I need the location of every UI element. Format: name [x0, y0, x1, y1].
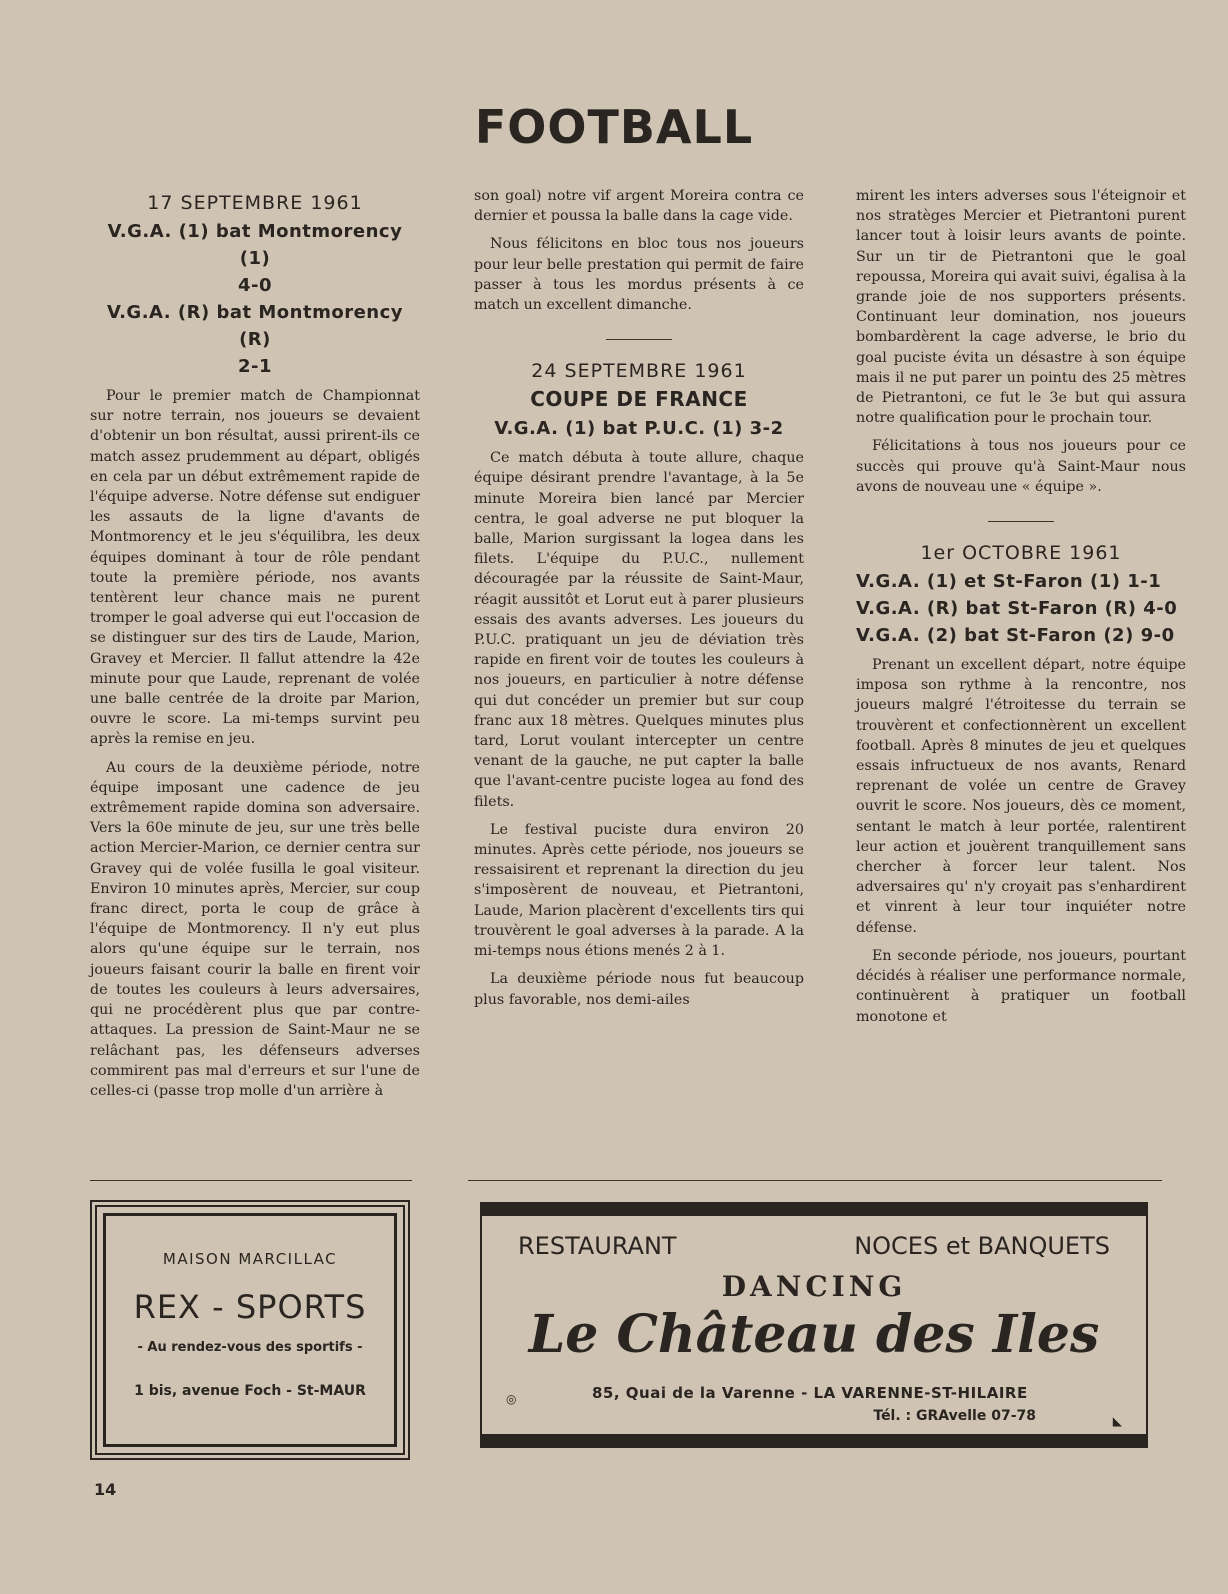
- ad-chateau-restaurant: RESTAURANT: [518, 1232, 677, 1260]
- ad-divider-left: [90, 1180, 412, 1181]
- article1-headline2: V.G.A. (R) bat Montmorency (R): [106, 302, 404, 350]
- article2-competition: COUPE DE FRANCE: [530, 387, 748, 412]
- article3-paragraph: Prenant un excellent départ, notre équipe imposa son rythme à la rencontre, nos joueurs malgré l'étroitesse du terrain se trouvèrent et confectionnèrent un excellent football. Après 8 minutes de jeu et quelques essais infructueux de nos avants, Renard reprenant de volée un centre de Gravey ouvrit le score. Nos joueurs, dès ce moment, sentant le match à leur portée, ralentirent leur action et jouèrent tranquillement sans chercher à forcer leur talent. Nos adversaires qu' n'y croyait pas s'enhardirent et vinrent à leur tour inquiéter notre défense.: [856, 657, 1186, 936]
- separator-rule: [988, 521, 1054, 522]
- article2-paragraph: Ce match débuta à toute allure, chaque équipe désirant prendre l'avantage, à la 5e minute Moreira bien lancé par Mercier centra, le goal adverse ne put bloquer la balle, Marion surgissant la logea dans les filets. L'équipe du P.U.C., nullement découragée par la réussite de Saint-Maur, réagit aussitôt et Lorut eut à parer plusieurs essais des avants adverses. Les joueurs du P.U.C. pratiquant un jeu de déviation très rapide en firent voir de toutes les couleurs à nos joueurs, en particulier à notre défense qui dut concéder un premier but sur coup franc aux 18 mètres. Quelques minutes plus tard, Lorut voulant intercepter un centre venant de la gauche, ne put capter la balle que l'avant-centre puciste logea au fond des filets.: [474, 450, 804, 810]
- ad-rex-line4: 1 bis, avenue Foch - St-MAUR: [134, 1383, 366, 1399]
- page-title: FOOTBALL: [474, 100, 754, 154]
- ad-rex-line1: MAISON MARCILLAC: [162, 1250, 338, 1268]
- article2-paragraph: Le festival puciste dura environ 20 minutes. Après cette période, nos joueurs se ressaisirent et reprenant la direction du jeu s'imposèrent de nouveau, et Pietrantoni, Laude, Marion placèrent d'excellents tirs qui trouvèrent le goal adverses à la parade. A la mi-temps nous étions menés 2 à 1.: [474, 821, 804, 960]
- article2-date: 24 SEPTEMBRE 1961: [531, 360, 747, 383]
- article1-paragraph: Au cours de la deuxième période, notre équipe imposant une cadence de jeu extrêmement rapide domina son adversaire. Vers la 60e minute de jeu, sur une très belle action Mercier-Marion, ce dernier centra sur Gravey qui de volée fusilla le goal visiteur. Environ 10 minutes après, Mercier, sur coup franc direct, porta le coup de grâce à l'équipe de Montmorency. Il n'y eut plus alors qu'une équipe sur le terrain, nos joueurs faisant courir la balle en firent voir de toutes les couleurs à leurs adversaires, qui ne procédèrent plus que par contre-attaques. La pression de Saint-Maur ne se relâchant pas, les défenseurs adverses commirent pas mal d'erreurs et sur l'une de celles-ci (passe trop molle d'un arrière à: [90, 759, 420, 1099]
- article3-result: V.G.A. (1) et St-Faron (1) 1-1: [856, 571, 1162, 593]
- ad-rex-inner-frame: [103, 1213, 397, 1447]
- article1-score2: 2-1: [237, 356, 273, 377]
- article3-date: 1er OCTOBRE 1961: [920, 542, 1122, 565]
- ad-chateau-des-iles: [480, 1202, 1148, 1448]
- column-1: [90, 186, 420, 1109]
- article3-result: V.G.A. (2) bat St-Faron (2) 9-0: [856, 625, 1175, 647]
- column-3: [856, 186, 1186, 1035]
- ad-rex-sports: [90, 1200, 410, 1460]
- article2-continuation: Félicitations à tous nos joueurs pour ce succès qui prouve qu'à Saint-Maur nous avons de nouveau une « équipe ».: [856, 438, 1186, 495]
- ad-chateau-noces: NOCES et BANQUETS: [854, 1232, 1110, 1260]
- ad-rex-line2: REX - SPORTS: [133, 1288, 367, 1326]
- article1-headline1: V.G.A. (1) bat Montmorency (1): [107, 221, 403, 269]
- ad-divider-right: [468, 1180, 1162, 1181]
- article2-paragraph: La deuxième période nous fut beaucoup plus favorable, nos demi-ailes: [474, 971, 804, 1008]
- bullet-icon: ◎: [506, 1392, 517, 1406]
- ad-chateau-address: 85, Quai de la Varenne - LA VARENNE-ST-HILAIRE: [592, 1384, 1028, 1402]
- ornament-icon: ◣: [1112, 1414, 1122, 1428]
- article3-result: V.G.A. (R) bat St-Faron (R) 4-0: [856, 598, 1178, 620]
- ad-chateau-dancing: DANCING: [721, 1270, 907, 1303]
- ad-rex-line3: - Au rendez-vous des sportifs -: [137, 1340, 363, 1355]
- article1-paragraph: Pour le premier match de Championnat sur notre terrain, nos joueurs se devaient d'obtenir un bon résultat, aussi prirent-ils ce match assez prudemment au départ, obligés en cela par un début extrêmement rapide de l'équipe adverse. Notre défense sut endiguer les assauts de la ligne d'avants de Montmorency et le jeu s'équilibra, les deux équipes dominant à tour de rôle pendant toute la première période, nos avants tentèrent leur chance mais ne purent tromper le goal adverse qui eut l'occasion de se distinguer sur des tirs de Laude, Marion, Gravey et Mercier. Il fallut attendre la 42e minute pour que Laude, reprenant de volée une balle centrée de la droite par Marion, ouvre le score. La mi-temps survint peu après la remise en jeu.: [90, 388, 420, 748]
- article1-date: 17 SEPTEMBRE 1961: [147, 192, 363, 214]
- separator-rule: [606, 339, 672, 340]
- article2-headline: V.G.A. (1) bat P.U.C. (1) 3-2: [494, 418, 784, 440]
- article1-continuation: Nous félicitons en bloc tous nos joueurs pour leur belle prestation qui permit de faire passer à tous les mordus présents à ce match un excellent dimanche.: [474, 236, 804, 314]
- article2-continuation: mirent les inters adverses sous l'éteignoir et nos stratèges Mercier et Pietrantoni purent lancer tout à loisir leurs avants de pointe. Sur un tir de Pietrantoni que le goal repoussa, Moreira qui avait suivi, égalisa à la grande joie de nos supporters présents. Continuant leur domination, nos joueurs bombardèrent la cage adverse, le brio du goal puciste évita un désastre à son équipe mais il ne put parer un pointu des 25 mètres de Pietrantoni, ce fut le 3e but qui assura notre qualification pour le prochain tour.: [856, 188, 1186, 427]
- article3-paragraph: En seconde période, nos joueurs, pourtant décidés à réaliser une performance normale, continuèrent à pratiquer un football monotone et: [856, 947, 1186, 1025]
- page-number: 14: [94, 1480, 117, 1499]
- article1-continuation: son goal) notre vif argent Moreira contra ce dernier et poussa la balle dans la cage vide.: [474, 188, 804, 225]
- ad-chateau-top-row: [482, 1216, 1146, 1260]
- article1-score1: 4-0: [237, 275, 273, 296]
- column-2: [474, 186, 804, 1018]
- ad-chateau-tel: Tél. : GRAvelle 07-78: [873, 1408, 1036, 1424]
- ad-chateau-name: Le Château des Iles: [528, 1304, 1100, 1365]
